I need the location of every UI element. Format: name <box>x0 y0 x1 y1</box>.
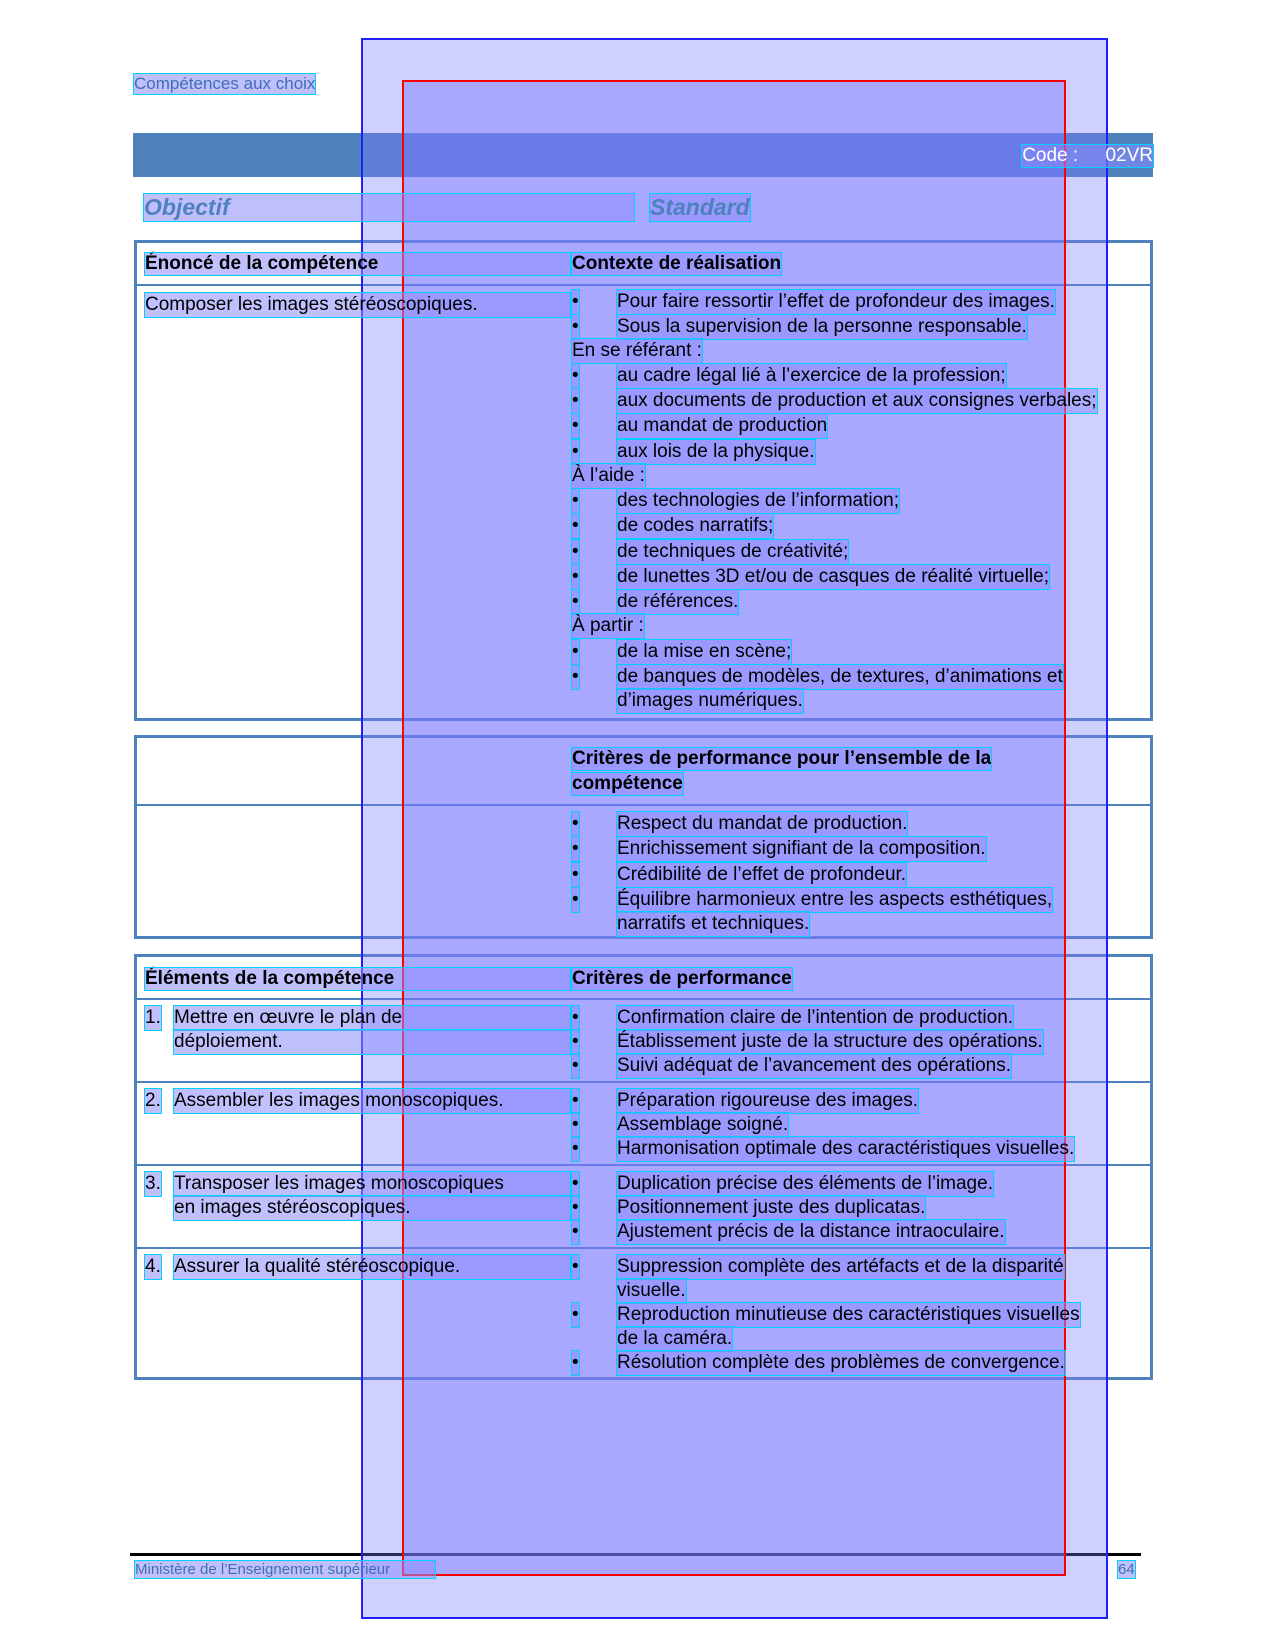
bullet-icon: • <box>572 889 579 910</box>
standard-label: Standard <box>650 194 750 220</box>
bullet-icon: • <box>572 291 579 312</box>
bullet-icon: • <box>572 566 579 587</box>
bullet-icon: • <box>572 1031 579 1052</box>
item-text: de banques de modèles, de textures, d’animations et <box>617 666 1063 687</box>
bullet-icon: • <box>572 813 579 834</box>
item-text: Sous la supervision de la personne responsable. <box>617 316 1027 337</box>
bullet-icon: • <box>572 591 579 612</box>
bullet-icon: • <box>572 641 579 662</box>
item-text: des technologies de l’information; <box>617 490 900 511</box>
item-text: Enrichissement signifiant de la composition. <box>617 838 986 859</box>
bullet-icon: • <box>572 1352 579 1373</box>
item-text: Préparation rigoureuse des images. <box>617 1090 919 1111</box>
item-text: au cadre légal lié à l’exercice de la profession; <box>617 365 1006 386</box>
item-text: aux lois de la physique. <box>617 441 815 462</box>
item-text: En se référant : <box>572 340 702 361</box>
item-text: narratifs et techniques. <box>617 913 810 934</box>
item-text: Duplication précise des éléments de l’image. <box>617 1173 993 1194</box>
item-text: Positionnement juste des duplicatas. <box>617 1197 926 1218</box>
item-text: Équilibre harmonieux entre les aspects esthétiques, <box>617 889 1053 910</box>
item-text: de la mise en scène; <box>617 641 792 662</box>
item-text: Reproduction minutieuse des caractéristiques visuelles <box>617 1304 1080 1325</box>
bullet-icon: • <box>572 365 579 386</box>
code-label: Code : 02VR <box>1022 145 1153 166</box>
elements-header: Éléments de la compétence <box>145 968 570 990</box>
bullet-icon: • <box>572 864 579 885</box>
bullet-icon: • <box>572 1304 579 1325</box>
competence-statement: Composer les images stéréoscopiques. <box>145 293 570 317</box>
item-text: À l’aide : <box>572 465 645 486</box>
page-number: 64 <box>1118 1561 1135 1578</box>
item-text: Pour faire ressortir l’effet de profondeur des images. <box>617 291 1055 312</box>
contexte-header: Contexte de réalisation <box>572 253 782 274</box>
item-text: d’images numériques. <box>617 690 803 711</box>
item-text: Confirmation claire de l’intention de production. <box>617 1007 1014 1028</box>
item-text: À partir : <box>572 615 644 636</box>
bullet-icon: • <box>572 1090 579 1111</box>
bullet-icon: • <box>572 490 579 511</box>
item-text: Suppression complète des artéfacts et de la disparité <box>617 1256 1064 1277</box>
bullet-icon: • <box>572 1007 579 1028</box>
bullet-icon: • <box>572 441 579 462</box>
criteres-ensemble-header-line2: compétence <box>572 773 683 794</box>
enonce-header: Énoncé de la compétence <box>145 253 570 275</box>
element-text-continued: en images stéréoscopiques. <box>174 1196 570 1220</box>
bullet-icon: • <box>572 1173 579 1194</box>
element-number: 2. <box>145 1090 161 1111</box>
objectif-label: Objectif <box>144 194 634 221</box>
bullet-icon: • <box>572 666 579 687</box>
bullet-icon: • <box>572 316 579 337</box>
item-text: de lunettes 3D et/ou de casques de réalité virtuelle; <box>617 566 1049 587</box>
element-text: Transposer les images monoscopiques <box>174 1172 570 1196</box>
element-number: 3. <box>145 1173 161 1194</box>
bullet-icon: • <box>572 541 579 562</box>
element-number: 1. <box>145 1007 161 1028</box>
item-text: de la caméra. <box>617 1328 733 1349</box>
bullet-icon: • <box>572 1256 579 1277</box>
bullet-icon: • <box>572 1114 579 1135</box>
bullet-icon: • <box>572 1197 579 1218</box>
element-text-continued: déploiement. <box>174 1030 570 1054</box>
item-text: Résolution complète des problèmes de convergence. <box>617 1352 1065 1373</box>
bullet-icon: • <box>572 390 579 411</box>
criteres-ensemble-header-line1: Critères de performance pour l’ensemble de la <box>572 748 992 769</box>
item-text: de codes narratifs; <box>617 515 774 536</box>
criteres-header: Critères de performance <box>572 968 792 989</box>
footer-ministry: Ministère de l’Enseignement supérieur <box>135 1561 435 1578</box>
item-text: Ajustement précis de la distance intraoculaire. <box>617 1221 1005 1242</box>
item-text: aux documents de production et aux consignes verbales; <box>617 390 1097 411</box>
item-text: Assemblage soigné. <box>617 1114 789 1135</box>
code-value: 02VR <box>1105 145 1153 166</box>
element-text: Mettre en œuvre le plan de <box>174 1006 570 1030</box>
item-text: visuelle. <box>617 1280 686 1301</box>
bullet-icon: • <box>572 1055 579 1076</box>
bullet-icon: • <box>572 515 579 536</box>
element-text: Assembler les images monoscopiques. <box>174 1089 570 1113</box>
element-text: Assurer la qualité stéréoscopique. <box>174 1255 570 1279</box>
element-number: 4. <box>145 1256 161 1277</box>
item-text: Crédibilité de l’effet de profondeur. <box>617 864 907 885</box>
item-text: Suivi adéquat de l’avancement des opérations. <box>617 1055 1011 1076</box>
bullet-icon: • <box>572 1138 579 1159</box>
item-text: Établissement juste de la structure des opérations. <box>617 1031 1043 1052</box>
bullet-icon: • <box>572 1221 579 1242</box>
item-text: Harmonisation optimale des caractéristiques visuelles. <box>617 1138 1075 1159</box>
item-text: de techniques de créativité; <box>617 541 849 562</box>
bullet-icon: • <box>572 415 579 436</box>
item-text: Respect du mandat de production. <box>617 813 908 834</box>
bullet-icon: • <box>572 838 579 859</box>
item-text: au mandat de production <box>617 415 828 436</box>
document-header-title: Compétences aux choix <box>134 74 316 93</box>
item-text: de références. <box>617 591 739 612</box>
